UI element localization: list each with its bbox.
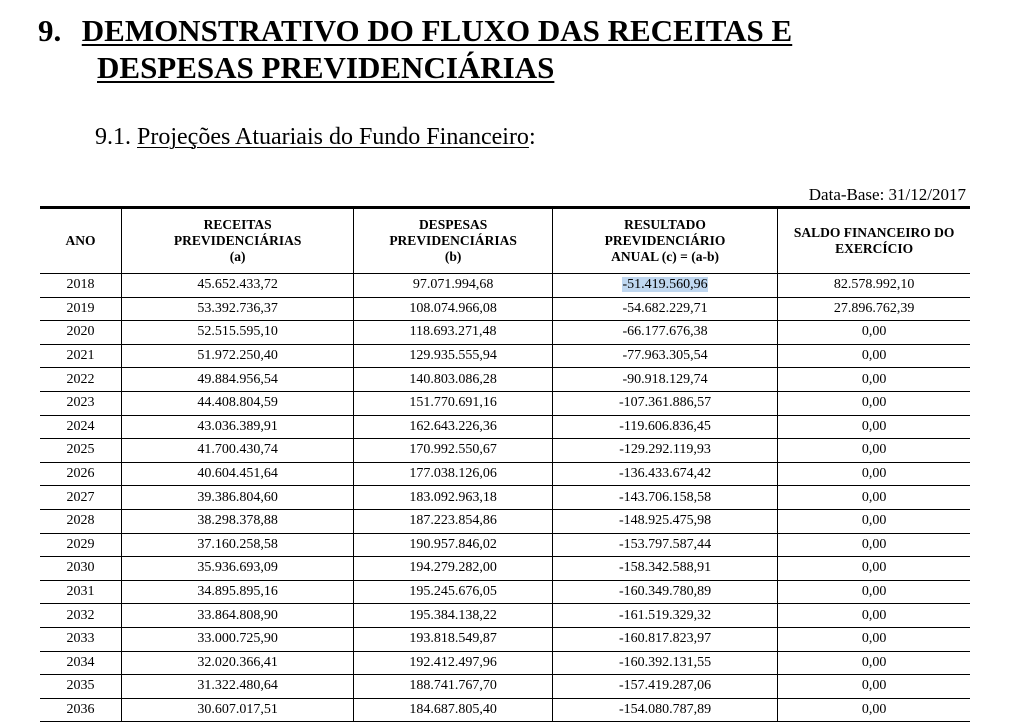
- cell-saldo: 0,00: [778, 604, 970, 628]
- cell-receitas: 32.020.366,41: [121, 651, 353, 675]
- cell-ano: 2022: [40, 368, 121, 392]
- cell-resultado: -119.606.836,45: [552, 415, 777, 439]
- subsection-title: Projeções Atuariais do Fundo Financeiro: [137, 124, 529, 150]
- table-row: [40, 557, 970, 581]
- table-row: [40, 391, 970, 415]
- cell-despesas: 195.384.138,22: [354, 604, 553, 628]
- table-row: [40, 297, 970, 321]
- table-row: [40, 580, 970, 604]
- cell-receitas: 33.864.808,90: [121, 604, 353, 628]
- table-row: [40, 627, 970, 651]
- table-row: [40, 274, 970, 298]
- subsection-number: 9.1.: [95, 124, 131, 150]
- cell-saldo: 0,00: [778, 557, 970, 581]
- cell-resultado: -158.342.588,91: [552, 557, 777, 581]
- table-row: [40, 462, 970, 486]
- cell-despesas: 194.279.282,00: [354, 557, 553, 581]
- cell-receitas: 38.298.378,88: [121, 509, 353, 533]
- cell-receitas: 31.322.480,64: [121, 675, 353, 699]
- cell-despesas: 188.741.767,70: [354, 675, 553, 699]
- cell-resultado: -129.292.119,93: [552, 439, 777, 463]
- cell-saldo: 0,00: [778, 462, 970, 486]
- cell-saldo: 0,00: [778, 368, 970, 392]
- cell-resultado: -154.080.787,89: [552, 698, 777, 722]
- cell-despesas: 129.935.555,94: [354, 344, 553, 368]
- cell-resultado: -157.419.287,06: [552, 675, 777, 699]
- header-ano: ANO: [40, 208, 121, 274]
- cell-resultado: -136.433.674,42: [552, 462, 777, 486]
- cell-despesas: 183.092.963,18: [354, 486, 553, 510]
- section-title-line2: DESPESAS PREVIDENCIÁRIAS: [97, 50, 555, 85]
- section-title-line1: DEMONSTRATIVO DO FLUXO DAS RECEITAS E: [81, 13, 793, 48]
- cell-ano: 2029: [40, 533, 121, 557]
- cell-ano: 2032: [40, 604, 121, 628]
- cell-saldo: 0,00: [778, 627, 970, 651]
- cell-receitas: 30.607.017,51: [121, 698, 353, 722]
- cell-ano: 2036: [40, 698, 121, 722]
- cell-receitas: 51.972.250,40: [121, 344, 353, 368]
- table-row: [40, 533, 970, 557]
- cell-resultado: -153.797.587,44: [552, 533, 777, 557]
- cell-receitas: 39.386.804,60: [121, 486, 353, 510]
- projections-table: [40, 206, 970, 722]
- cell-ano: 2031: [40, 580, 121, 604]
- cell-receitas: 52.515.595,10: [121, 321, 353, 345]
- table-body: [40, 274, 970, 722]
- cell-saldo: 0,00: [778, 509, 970, 533]
- cell-ano: 2030: [40, 557, 121, 581]
- table-row: [40, 439, 970, 463]
- cell-receitas: 45.652.433,72: [121, 274, 353, 298]
- table-row: [40, 344, 970, 368]
- selected-text: -51.419.560,96: [622, 277, 708, 293]
- cell-despesas: 184.687.805,40: [354, 698, 553, 722]
- cell-saldo: 0,00: [778, 533, 970, 557]
- cell-resultado: [552, 274, 777, 298]
- cell-despesas: 108.074.966,08: [354, 297, 553, 321]
- table-row: [40, 675, 970, 699]
- cell-resultado: -160.817.823,97: [552, 627, 777, 651]
- cell-resultado: -143.706.158,58: [552, 486, 777, 510]
- cell-saldo: 0,00: [778, 486, 970, 510]
- subsection-heading: [95, 122, 536, 152]
- cell-resultado: -66.177.676,38: [552, 321, 777, 345]
- cell-receitas: 53.392.736,37: [121, 297, 353, 321]
- cell-ano: 2028: [40, 509, 121, 533]
- cell-despesas: 187.223.854,86: [354, 509, 553, 533]
- cell-resultado: -160.349.780,89: [552, 580, 777, 604]
- table-header-row: [40, 208, 970, 274]
- cell-saldo: 0,00: [778, 651, 970, 675]
- section-number: 9.: [38, 13, 62, 48]
- cell-saldo: 0,00: [778, 321, 970, 345]
- cell-resultado: -90.918.129,74: [552, 368, 777, 392]
- header-receitas: RECEITAS PREVIDENCIÁRIAS (a): [121, 208, 353, 274]
- cell-despesas: 97.071.994,68: [354, 274, 553, 298]
- cell-resultado: -160.392.131,55: [552, 651, 777, 675]
- table-row: [40, 509, 970, 533]
- cell-saldo: 0,00: [778, 415, 970, 439]
- cell-ano: 2021: [40, 344, 121, 368]
- cell-saldo: 0,00: [778, 439, 970, 463]
- cell-saldo: 0,00: [778, 344, 970, 368]
- data-base-label: Data-Base: 31/12/2017: [808, 185, 966, 204]
- cell-despesas: 193.818.549,87: [354, 627, 553, 651]
- cell-saldo: 0,00: [778, 580, 970, 604]
- header-saldo: SALDO FINANCEIRO DO EXERCÍCIO: [778, 208, 970, 274]
- header-resultado: RESULTADO PREVIDENCIÁRIO ANUAL (c) = (a-b): [552, 208, 777, 274]
- cell-ano: 2027: [40, 486, 121, 510]
- table-row: [40, 415, 970, 439]
- cell-despesas: 170.992.550,67: [354, 439, 553, 463]
- cell-saldo: 27.896.762,39: [778, 297, 970, 321]
- cell-saldo: 0,00: [778, 675, 970, 699]
- cell-ano: 2035: [40, 675, 121, 699]
- section-heading: [38, 12, 938, 86]
- table-row: [40, 368, 970, 392]
- cell-resultado: -77.963.305,54: [552, 344, 777, 368]
- cell-ano: 2033: [40, 627, 121, 651]
- cell-ano: 2023: [40, 391, 121, 415]
- table-row: [40, 698, 970, 722]
- header-despesas: DESPESAS PREVIDENCIÁRIAS (b): [354, 208, 553, 274]
- cell-ano: 2018: [40, 274, 121, 298]
- cell-saldo: 82.578.992,10: [778, 274, 970, 298]
- cell-receitas: 35.936.693,09: [121, 557, 353, 581]
- cell-receitas: 44.408.804,59: [121, 391, 353, 415]
- subsection-suffix: :: [528, 124, 536, 150]
- cell-ano: 2020: [40, 321, 121, 345]
- cell-despesas: 162.643.226,36: [354, 415, 553, 439]
- table-row: [40, 604, 970, 628]
- cell-despesas: 190.957.846,02: [354, 533, 553, 557]
- cell-receitas: 49.884.956,54: [121, 368, 353, 392]
- cell-despesas: 118.693.271,48: [354, 321, 553, 345]
- cell-despesas: 177.038.126,06: [354, 462, 553, 486]
- cell-despesas: 195.245.676,05: [354, 580, 553, 604]
- cell-receitas: 34.895.895,16: [121, 580, 353, 604]
- cell-ano: 2025: [40, 439, 121, 463]
- cell-despesas: 140.803.086,28: [354, 368, 553, 392]
- cell-ano: 2024: [40, 415, 121, 439]
- cell-receitas: 40.604.451,64: [121, 462, 353, 486]
- cell-receitas: 43.036.389,91: [121, 415, 353, 439]
- cell-receitas: 41.700.430,74: [121, 439, 353, 463]
- table-row: [40, 321, 970, 345]
- cell-resultado: -107.361.886,57: [552, 391, 777, 415]
- cell-saldo: 0,00: [778, 391, 970, 415]
- cell-ano: 2026: [40, 462, 121, 486]
- cell-despesas: 151.770.691,16: [354, 391, 553, 415]
- cell-despesas: 192.412.497,96: [354, 651, 553, 675]
- table-row: [40, 651, 970, 675]
- cell-receitas: 37.160.258,58: [121, 533, 353, 557]
- cell-resultado: -54.682.229,71: [552, 297, 777, 321]
- cell-ano: 2034: [40, 651, 121, 675]
- table-row: [40, 486, 970, 510]
- cell-resultado: -161.519.329,32: [552, 604, 777, 628]
- cell-receitas: 33.000.725,90: [121, 627, 353, 651]
- cell-resultado: -148.925.475,98: [552, 509, 777, 533]
- cell-ano: 2019: [40, 297, 121, 321]
- cell-saldo: 0,00: [778, 698, 970, 722]
